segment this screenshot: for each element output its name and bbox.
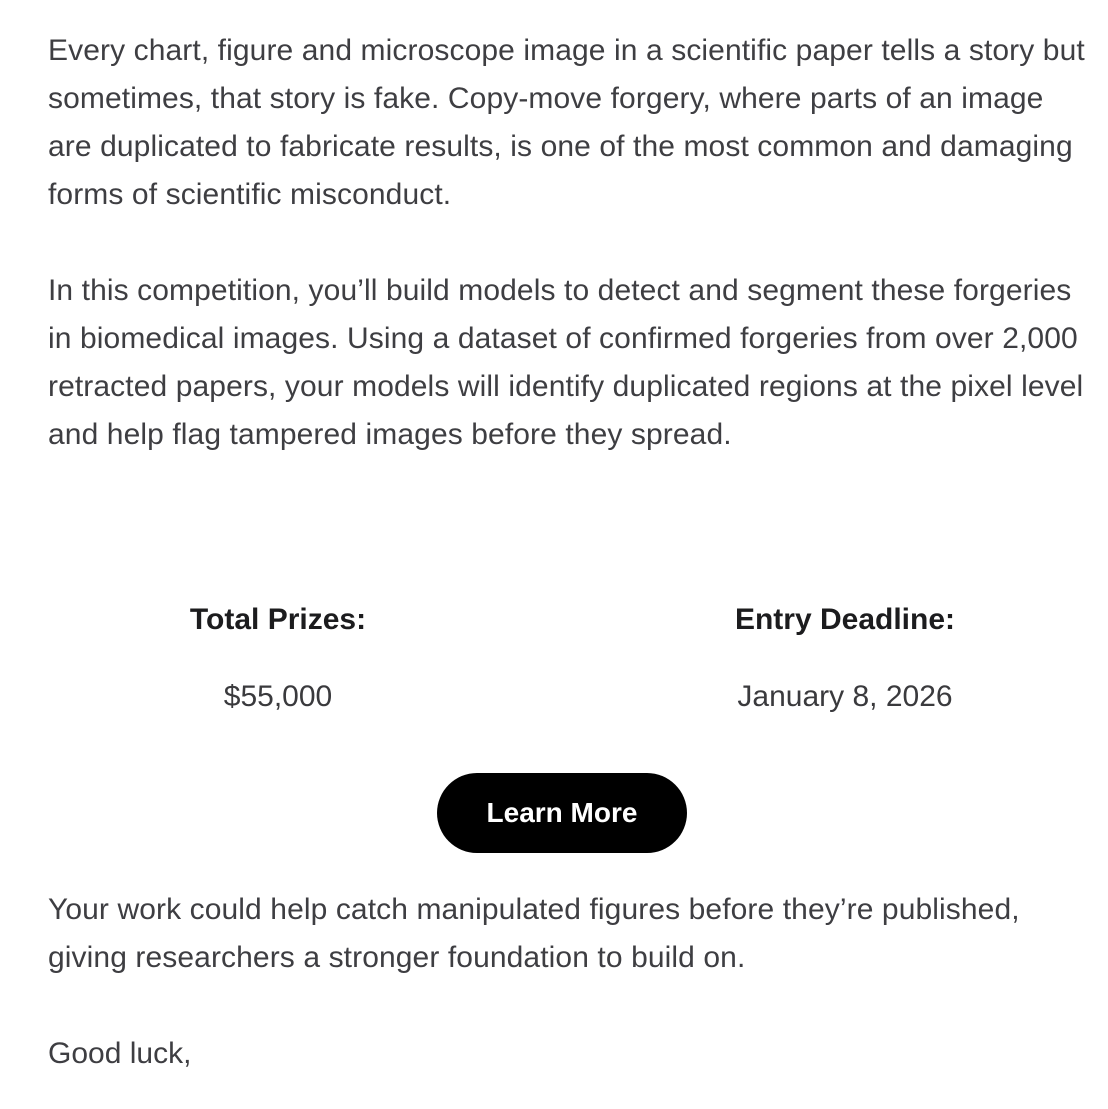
entry-deadline-value: January 8, 2026 — [737, 680, 953, 713]
intro-paragraph-1: Every chart, figure and microscope image in a scientific paper tells a story but sometimes, that story is fake. Copy-move forgery, where parts of an image are duplicated to fabricate results, is one of the most common and damaging forms of scientific misconduct. — [48, 34, 1085, 211]
signoff-text: Good luck, — [48, 1037, 192, 1070]
cta-container — [437, 773, 687, 853]
closing-section — [48, 886, 1088, 1078]
learn-more-button[interactable]: Learn More — [437, 773, 687, 853]
competition-stats — [0, 600, 1108, 730]
closing-paragraph: Your work could help catch manipulated figures before they’re published, giving researchers a stronger foundation to build on. — [48, 893, 1020, 974]
entry-deadline-label: Entry Deadline: — [734, 603, 956, 636]
total-prizes-label: Total Prizes: — [189, 603, 367, 636]
entry-deadline-stat — [645, 600, 1045, 717]
intro-paragraph-2: In this competition, you’ll build models to detect and segment these forgeries in biomedical images. Using a dataset of confirmed forgeries from over 2,000 retracted papers, your models will identify duplicated regions at the pixel level and help flag tampered images before they spread. — [48, 274, 1084, 451]
total-prizes-stat — [78, 600, 478, 717]
intro-section — [48, 27, 1088, 459]
total-prizes-value: $55,000 — [223, 680, 333, 713]
